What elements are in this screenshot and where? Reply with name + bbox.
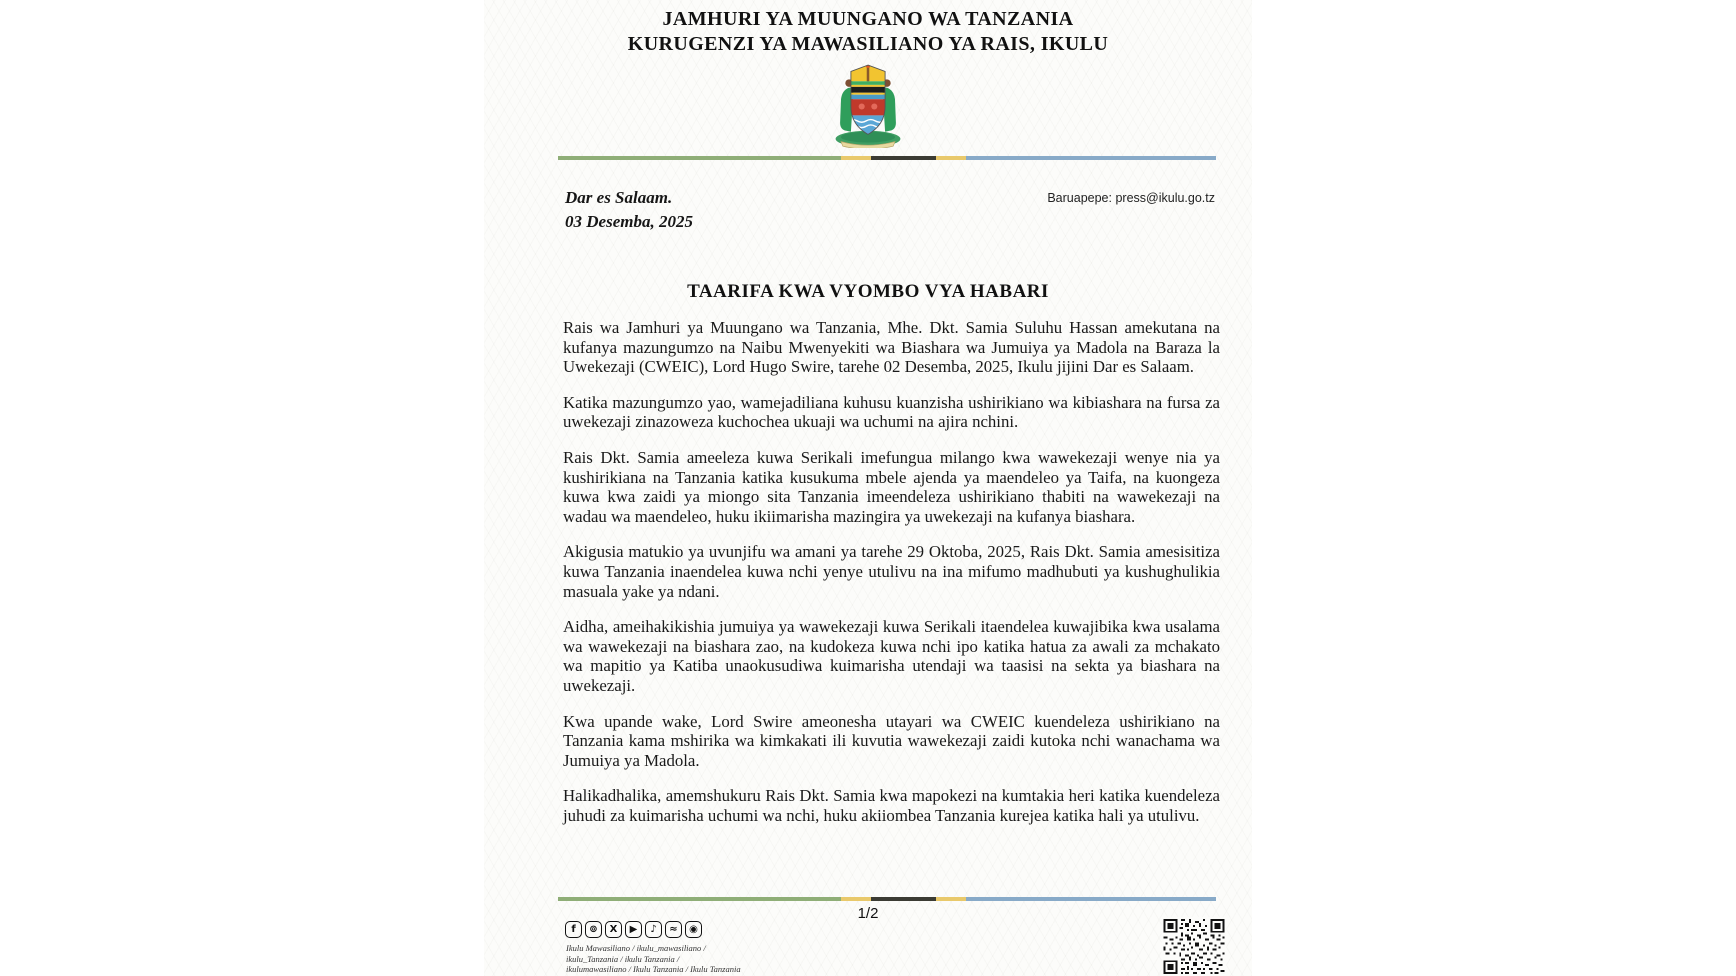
flag-black-segment bbox=[871, 156, 937, 160]
emblem-container bbox=[484, 56, 1252, 153]
qr-code-icon bbox=[1161, 917, 1227, 976]
dateline bbox=[565, 186, 693, 234]
letterhead-line-2: KURUGENZI YA MAWASILIANO YA RAIS, IKULU bbox=[627, 33, 1109, 55]
social-handles bbox=[566, 943, 741, 975]
x-twitter-icon: X bbox=[605, 921, 622, 938]
document-title: TAARIFA KWA VYOMBO VYA HABARI bbox=[687, 281, 1049, 302]
flag-black-segment bbox=[871, 897, 937, 901]
paragraph-7: Halikadhalika, amemshukuru Rais Dkt. Samia kwa mapokezi na kumtakia heri katika kuendeleza juhudi za kuimarisha uchumi wa nchi, huku akiiombea Tanzania kurejea katika hali ya utulivu. bbox=[563, 786, 1220, 825]
letterhead-line-1: JAMHURI YA MUUNGANO WA TANZANIA bbox=[662, 8, 1074, 30]
flag-yellow-segment bbox=[841, 156, 871, 160]
paragraph-2: Katika mazungumzo yao, wamejadiliana kuhusu kuanzisha ushirikiano wa kibiashara na fursa za uwekezaji zinazoweza kuchochea ukuaji wa uchumi na ajira nchini. bbox=[563, 392, 1220, 432]
qr-code bbox=[1161, 917, 1227, 976]
dateline-city: Dar es Salaam. bbox=[565, 188, 673, 207]
letterhead bbox=[484, 0, 1252, 57]
social-handles-line-2: ikulu_Tanzania / ikulu Tanzania / bbox=[566, 953, 680, 964]
flag-green-segment bbox=[558, 156, 841, 160]
flag-yellow-segment bbox=[936, 156, 966, 160]
tanzania-coat-of-arms-icon bbox=[823, 56, 913, 148]
paragraph-3: Rais Dkt. Samia ameeleza kuwa Serikali imefungua milango kwa wawekezaji wenye nia ya kushirikiana na Tanzania katika kusukuma mbele ajenda ya maendeleo ya Taifa, na kuongeza kuwa kwa zaidi ya miongo sita Tanzania imeendeleza ushirikiano thabiti na wawekezaji na wadau wa maendeleo, huku ikiimarisha mazingira ya uwekezaji na kufanya biashara. bbox=[563, 447, 1220, 526]
social-handles-line-1: Ikulu Mawasiliano / ikulu_mawasiliano / bbox=[566, 943, 706, 953]
flag-divider-top bbox=[558, 156, 1216, 160]
paragraph-6: Kwa upande wake, Lord Swire ameonesha utayari wa CWEIC kuendeleza ushirikiano na Tanzania kama mshirika wa kimkakati ili kuvutia wawekezaji zaidi kutoka nchi wanachama wa Jumuiya ya Madola. bbox=[563, 711, 1220, 770]
instagram-icon: ⊚ bbox=[585, 921, 602, 938]
facebook-icon: f bbox=[565, 921, 582, 938]
dateline-date: 03 Desemba, 2025 bbox=[565, 212, 693, 231]
page-number: 1/2 bbox=[857, 905, 879, 922]
youtube-icon: ▶ bbox=[625, 921, 642, 938]
flag-blue-segment bbox=[966, 897, 1216, 901]
flag-yellow-segment bbox=[936, 897, 966, 901]
flag-blue-segment bbox=[966, 156, 1216, 160]
flag-divider-bottom bbox=[558, 897, 1216, 901]
contact-email: Baruapepe: press@ikulu.go.tz bbox=[1047, 191, 1215, 205]
paragraph-5: Aidha, ameihakikishia jumuiya ya wawekezaji kuwa Serikali itaendelea kuwajibika kwa usalama wa wawekezaji na biashara zao, na kudokeza kuwa nchi ipo katika hatua za awali za mchakato wa mapitio ya Katiba unaokusudiwa kuimarisha utendaji wa taasisi na sekta ya biashara na uwekezaji. bbox=[563, 617, 1220, 695]
social-icons-row bbox=[565, 921, 702, 938]
flag-green-segment bbox=[558, 897, 841, 901]
document-body bbox=[563, 318, 1220, 841]
press-release-page bbox=[484, 0, 1252, 976]
spotify-icon: ≈ bbox=[665, 921, 682, 938]
tiktok-icon: ♪ bbox=[645, 921, 662, 938]
podcasts-icon: ◉ bbox=[685, 921, 702, 938]
paragraph-4: Akigusia matukio ya uvunjifu wa amani ya tarehe 29 Oktoba, 2025, Rais Dkt. Samia amesisitiza kuwa Tanzania inaendelea kuwa nchi yenye utulivu na ina mifumo madhubuti ya kushughulikia masuala yake ya ndani. bbox=[563, 542, 1220, 601]
paragraph-1: Rais wa Jamhuri ya Muungano wa Tanzania, Mhe. Dkt. Samia Suluhu Hassan amekutana na kufanya mazungumzo na Naibu Mwenyekiti wa Biashara wa Jumuiya ya Madola na Baraza la Uwekezaji (CWEIC), Lord Hugo Swire, tarehe 02 Desemba, 2025, Ikulu jijini Dar es Salaam. bbox=[563, 318, 1220, 377]
flag-yellow-segment bbox=[841, 897, 871, 901]
social-handles-line-3: ikulumawasiliano / Ikulu Tanzania / Ikulu Tanzania bbox=[566, 964, 741, 974]
